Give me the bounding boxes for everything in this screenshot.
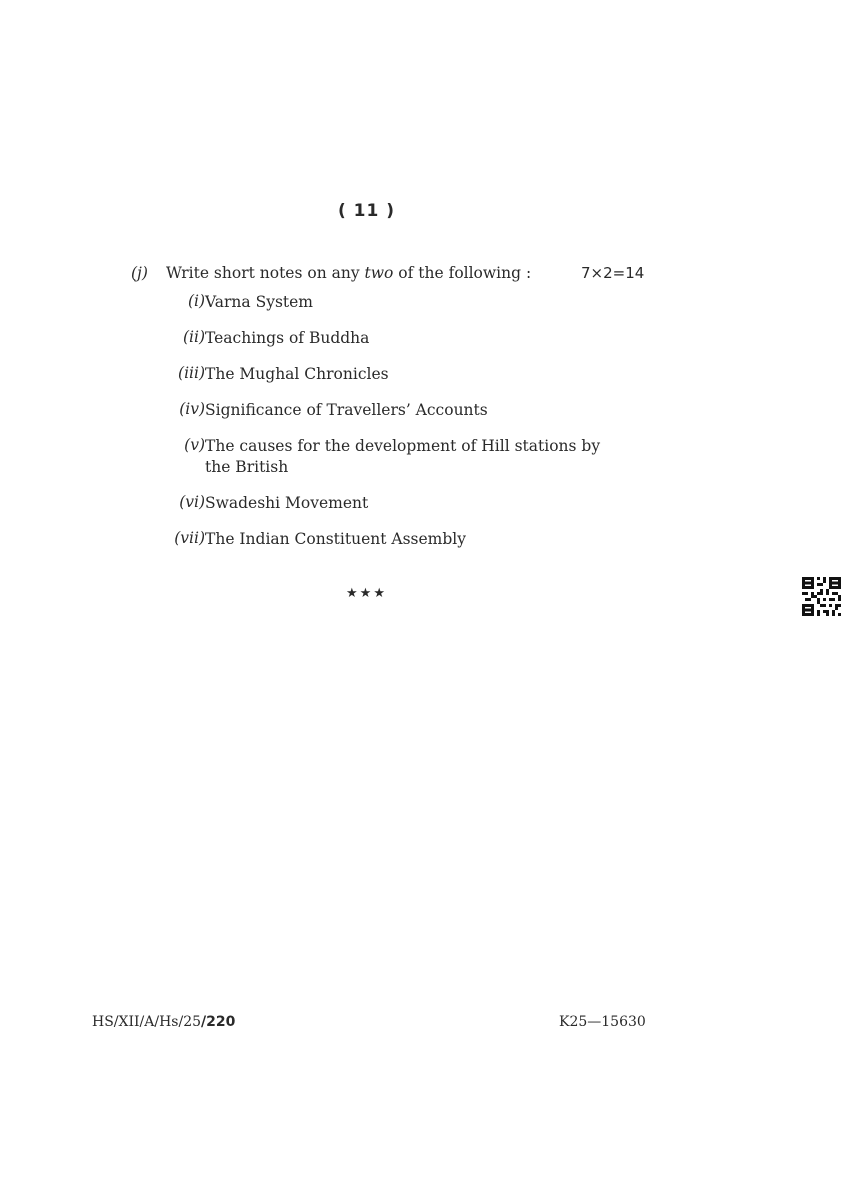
sub-question-text: Significance of Travellers’ Accounts: [205, 401, 488, 419]
paper-code: [92, 1014, 235, 1030]
question-marks: 7×2=14: [581, 264, 645, 282]
sub-question-label: (v): [184, 436, 205, 454]
qr-code-icon: [802, 577, 841, 616]
paper-code-bold: /220: [201, 1014, 236, 1030]
sub-question-text: The Mughal Chronicles: [205, 365, 389, 383]
question-j: [131, 264, 671, 548]
sub-question-label: (iii): [178, 364, 205, 382]
print-code: K25—15630: [559, 1014, 646, 1030]
page-number: ( 11 ): [337, 201, 396, 221]
question-header: [131, 264, 671, 288]
question-text-before: Write short notes on any: [166, 264, 365, 282]
paper-code-prefix: HS/XII/A/Hs/25: [92, 1014, 202, 1030]
question-text-emphasis: two: [364, 264, 394, 282]
sub-question-label: (vi): [179, 493, 205, 511]
sub-question-text: Swadeshi Movement: [205, 494, 369, 512]
question-text-after: of the following :: [393, 264, 532, 282]
end-of-paper-stars: ★★★: [346, 586, 387, 601]
sub-question-label: (ii): [182, 328, 205, 346]
question-text: [166, 264, 531, 282]
sub-question-text: The Indian Constituent Assembly: [205, 530, 467, 548]
sub-question-text: Teachings of Buddha: [205, 329, 370, 347]
sub-question-label: (iv): [179, 400, 205, 418]
sub-question-label: (vii): [174, 529, 205, 547]
sub-question-text: Varna System: [205, 293, 314, 311]
sub-question-text: The causes for the development of Hill stations by the British: [205, 437, 601, 476]
sub-question-label: (i): [187, 292, 205, 310]
question-label: (j): [131, 264, 148, 282]
